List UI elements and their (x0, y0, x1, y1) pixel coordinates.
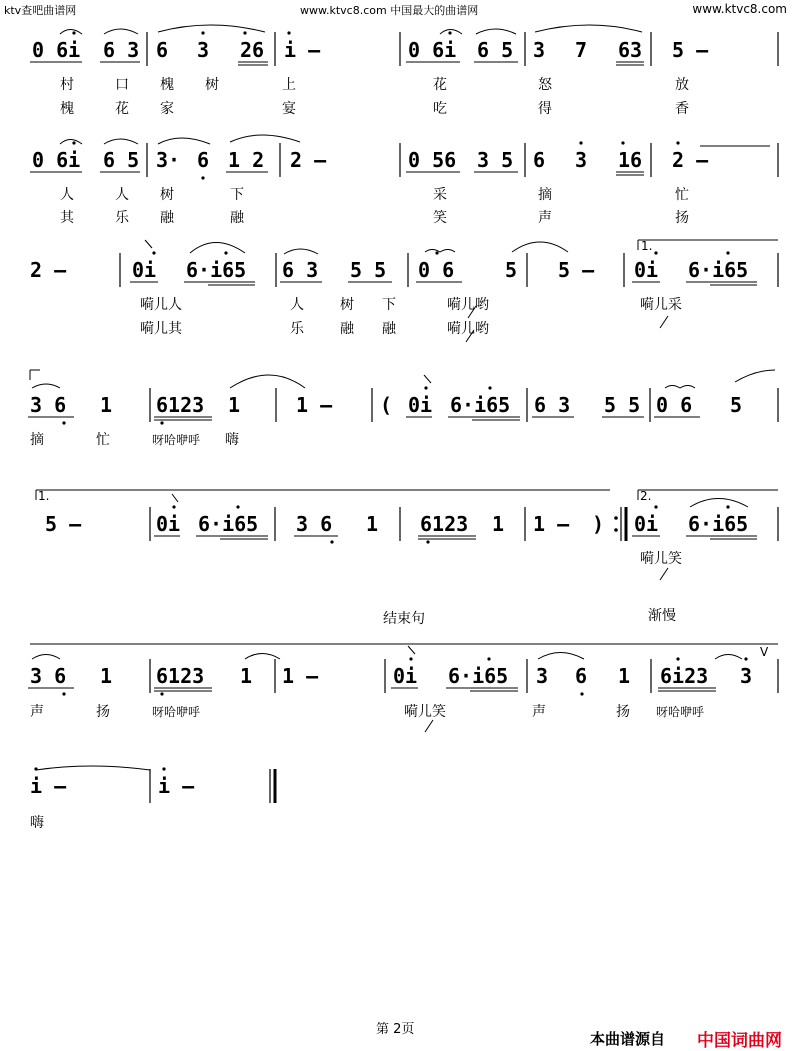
lyric: 融 (382, 321, 396, 337)
lyric: 香 (675, 101, 689, 117)
lyric: 花 (115, 101, 129, 117)
note-group: 5 (505, 258, 518, 282)
lyric: 家 (160, 101, 174, 117)
lyric: 嗬儿哟 (447, 321, 489, 337)
lyric: 忙 (675, 187, 689, 203)
lyric: 采 (433, 187, 447, 203)
note-group: 0i (156, 512, 181, 536)
row-6 (28, 607, 778, 732)
note-group: 6·i65 (688, 258, 749, 282)
note-group: i – (284, 38, 321, 62)
note-group: 0 6 (656, 393, 693, 417)
lyric: 声 (532, 704, 546, 720)
note-group: 6i23 (660, 664, 709, 688)
note-group: 0i (634, 258, 659, 282)
volta-label: 2. (640, 489, 652, 503)
note-group: i – (158, 774, 195, 798)
lyric: 嗬儿笑 (640, 551, 682, 567)
lyric: 融 (340, 321, 354, 337)
note-group: 6123 (156, 664, 205, 688)
note-group: 1 2 (228, 148, 265, 172)
note-group: 26 (240, 38, 265, 62)
header-left-text: ktv查吧曲谱网 (4, 4, 77, 17)
note-group: 0 6i (32, 148, 81, 172)
volta-label: 1. (38, 489, 50, 503)
lyric: 怒 (538, 77, 552, 93)
lyric: 树 (205, 77, 219, 93)
note-group: 63 (618, 38, 643, 62)
lyric: 槐 (60, 101, 74, 117)
lyric: 摘 (538, 187, 552, 203)
lyric: 花 (433, 77, 447, 93)
note-group: 3 6 (296, 512, 333, 536)
note-group: 5 – (558, 258, 595, 282)
header-right-text[interactable]: www.ktvc8.com (692, 2, 787, 16)
note-group: 6 5 (477, 38, 514, 62)
note-group: 3 (740, 664, 753, 688)
lyric: 宴 (282, 101, 296, 117)
note-group: 1 – (533, 512, 570, 536)
note-group: 6·i65 (688, 512, 749, 536)
note-group: 6 3 (282, 258, 319, 282)
lyric: 融 (160, 210, 174, 226)
lyric: 忙 (96, 432, 110, 448)
note-group: 5 5 (604, 393, 641, 417)
note-group: 1 (100, 393, 113, 417)
lyric: 嗨 (30, 815, 44, 831)
lyric: 嗬儿人 (140, 297, 182, 313)
lyric: 扬 (616, 704, 630, 720)
lyric: 口 (115, 77, 129, 93)
note-group: 6 3 (103, 38, 140, 62)
note-group: 6·i65 (448, 664, 509, 688)
footer-site-link[interactable]: 中国词曲网 (697, 1031, 782, 1051)
note-group: 6 (575, 664, 588, 688)
note-group: 0i (634, 512, 659, 536)
note-group: 6·i65 (450, 393, 511, 417)
note-group: ( (380, 393, 393, 417)
row-3 (30, 239, 778, 342)
volta-label: 1. (641, 239, 653, 253)
note-group: 3 (575, 148, 588, 172)
note-group: 3 (536, 664, 549, 688)
lyric: 乐 (290, 321, 304, 337)
note-group: 0i (408, 393, 433, 417)
lyric: 树 (340, 297, 354, 313)
lyric: 笑 (433, 210, 447, 226)
lyric: 得 (538, 101, 552, 117)
lyric: 嗬儿其 (140, 321, 182, 337)
note-group: 0 56 (408, 148, 457, 172)
note-group: 0 6i (408, 38, 457, 62)
note-group: 3 (197, 38, 210, 62)
lyric: 下 (230, 187, 244, 203)
note-group: 2 – (30, 258, 67, 282)
note-group: 1 – (282, 664, 319, 688)
lyric: 人 (60, 187, 74, 203)
note-group: 0i (132, 258, 157, 282)
lyric: 人 (290, 297, 304, 313)
note-group: 1 (366, 512, 379, 536)
note-group: 1 (492, 512, 505, 536)
row-2 (30, 135, 778, 226)
lyric: 吃 (433, 101, 447, 117)
lyric: 下 (382, 297, 396, 313)
row-5 (36, 489, 778, 580)
note-group: 3 5 (477, 148, 514, 172)
lyric: 声 (30, 704, 44, 720)
note-group: 5 – (672, 38, 709, 62)
header-center-text: www.ktvc8.com 中国最大的曲谱网 (300, 4, 479, 17)
row-1 (30, 25, 778, 117)
note-group: 5 – (45, 512, 82, 536)
lyric: 呀哈咿呼 (152, 705, 201, 719)
lyric: 嗬儿哟 (447, 297, 489, 313)
note-group: 0i (393, 664, 418, 688)
note-group: 6 (156, 38, 169, 62)
breath-mark: V (760, 645, 769, 659)
note-group: 0 6i (32, 38, 81, 62)
note-group: 1 (618, 664, 631, 688)
note-group: 5 5 (350, 258, 387, 282)
lyric: 村 (60, 77, 74, 93)
footer-source-label: 本曲谱源自 (590, 1030, 666, 1048)
note-group: 6 (533, 148, 546, 172)
page-number: 第 2页 (376, 1022, 415, 1037)
lyric: 上 (282, 77, 296, 93)
note-group: 6123 (420, 512, 469, 536)
lyric: 嗬儿笑 (404, 704, 446, 720)
section-label-ending: 结束句 (383, 611, 425, 627)
lyric: 放 (675, 77, 689, 93)
lyric: 人 (115, 187, 129, 203)
note-group: 16 (618, 148, 643, 172)
lyric: 槐 (160, 77, 174, 93)
note-group: 5 (730, 393, 743, 417)
lyric: 其 (60, 210, 74, 226)
note-group: 2 – (290, 148, 327, 172)
note-group: 1 (100, 664, 113, 688)
note-group: 6·i65 (186, 258, 247, 282)
note-group: 3 6 (30, 393, 67, 417)
note-group: 0 6 (418, 258, 455, 282)
note-group: 1 (240, 664, 253, 688)
note-group: 3· (156, 148, 181, 172)
lyric: 嗬儿采 (640, 297, 682, 313)
tempo-marking: 渐慢 (648, 608, 676, 624)
note-group: 3 (533, 38, 546, 62)
lyric: 呀哈咿呼 (152, 433, 201, 447)
lyric: 乐 (115, 210, 129, 226)
note-group: 3 6 (30, 664, 67, 688)
lyric: 呀哈咿呼 (656, 705, 705, 719)
note-group: 6123 (156, 393, 205, 417)
note-group: i – (30, 774, 67, 798)
note-group: 6 3 (534, 393, 571, 417)
lyric: 树 (160, 187, 174, 203)
note-group: 1 – (296, 393, 333, 417)
lyric: 扬 (96, 704, 110, 720)
row-4 (28, 370, 778, 448)
note-group: ) (592, 512, 605, 536)
note-group: 6·i65 (198, 512, 259, 536)
row-7 (30, 766, 275, 831)
lyric: 摘 (30, 432, 44, 448)
note-group: 2 – (672, 148, 709, 172)
lyric: 声 (538, 210, 552, 226)
note-group: 6 (197, 148, 210, 172)
lyric: 嗨 (225, 432, 239, 448)
note-group: 7 (575, 38, 588, 62)
lyric: 扬 (675, 210, 689, 226)
note-group: 6 5 (103, 148, 140, 172)
lyric: 融 (230, 210, 244, 226)
note-group: 1 (228, 393, 241, 417)
